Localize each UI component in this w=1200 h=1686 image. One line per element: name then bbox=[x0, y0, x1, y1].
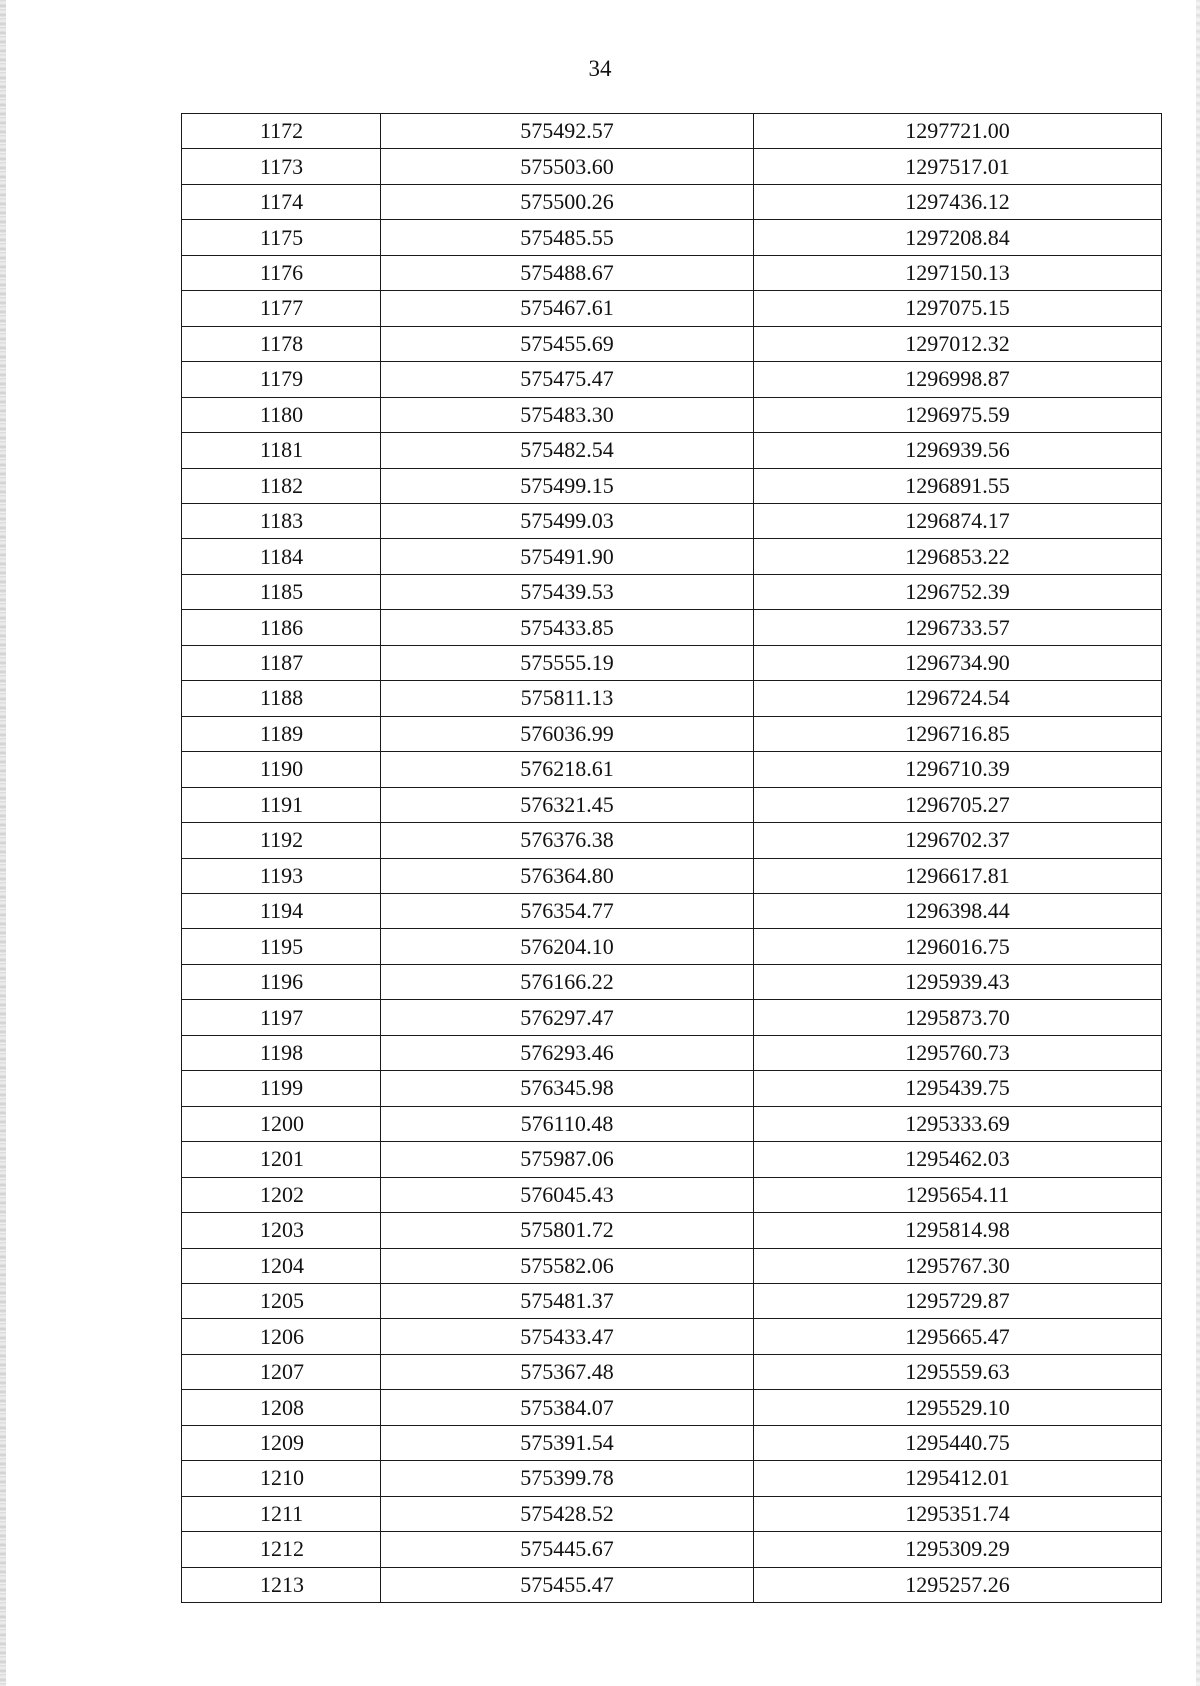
y-coordinate-cell: 1295333.69 bbox=[754, 1106, 1162, 1141]
table-row bbox=[182, 255, 1162, 290]
table-row bbox=[182, 1354, 1162, 1389]
x-coordinate-cell: 575503.60 bbox=[381, 149, 754, 184]
scan-edge-right bbox=[1196, 0, 1200, 1686]
x-coordinate-cell: 575811.13 bbox=[381, 681, 754, 716]
y-coordinate-cell: 1297208.84 bbox=[754, 220, 1162, 255]
point-number-cell: 1182 bbox=[182, 468, 381, 503]
y-coordinate-cell: 1295309.29 bbox=[754, 1532, 1162, 1567]
coordinates-table bbox=[181, 113, 1162, 1603]
point-number-cell: 1172 bbox=[182, 114, 381, 149]
x-coordinate-cell: 575499.15 bbox=[381, 468, 754, 503]
x-coordinate-cell: 575987.06 bbox=[381, 1142, 754, 1177]
point-number-cell: 1197 bbox=[182, 1000, 381, 1035]
y-coordinate-cell: 1295873.70 bbox=[754, 1000, 1162, 1035]
coordinates-table-body bbox=[182, 114, 1162, 1603]
point-number-cell: 1207 bbox=[182, 1354, 381, 1389]
table-row bbox=[182, 184, 1162, 219]
point-number-cell: 1211 bbox=[182, 1496, 381, 1531]
y-coordinate-cell: 1297075.15 bbox=[754, 291, 1162, 326]
point-number-cell: 1184 bbox=[182, 539, 381, 574]
y-coordinate-cell: 1295439.75 bbox=[754, 1071, 1162, 1106]
x-coordinate-cell: 576293.46 bbox=[381, 1035, 754, 1070]
table-row bbox=[182, 1142, 1162, 1177]
point-number-cell: 1202 bbox=[182, 1177, 381, 1212]
table-row bbox=[182, 326, 1162, 361]
point-number-cell: 1174 bbox=[182, 184, 381, 219]
point-number-cell: 1176 bbox=[182, 255, 381, 290]
y-coordinate-cell: 1296733.57 bbox=[754, 610, 1162, 645]
table-row bbox=[182, 645, 1162, 680]
point-number-cell: 1180 bbox=[182, 397, 381, 432]
table-row bbox=[182, 503, 1162, 538]
x-coordinate-cell: 576354.77 bbox=[381, 893, 754, 928]
y-coordinate-cell: 1295939.43 bbox=[754, 964, 1162, 999]
y-coordinate-cell: 1296705.27 bbox=[754, 787, 1162, 822]
table-row bbox=[182, 114, 1162, 149]
point-number-cell: 1212 bbox=[182, 1532, 381, 1567]
y-coordinate-cell: 1296734.90 bbox=[754, 645, 1162, 680]
point-number-cell: 1205 bbox=[182, 1283, 381, 1318]
point-number-cell: 1173 bbox=[182, 149, 381, 184]
y-coordinate-cell: 1296617.81 bbox=[754, 858, 1162, 893]
table-row bbox=[182, 787, 1162, 822]
point-number-cell: 1199 bbox=[182, 1071, 381, 1106]
table-row bbox=[182, 752, 1162, 787]
table-row bbox=[182, 858, 1162, 893]
x-coordinate-cell: 575485.55 bbox=[381, 220, 754, 255]
point-number-cell: 1183 bbox=[182, 503, 381, 538]
x-coordinate-cell: 576345.98 bbox=[381, 1071, 754, 1106]
x-coordinate-cell: 575467.61 bbox=[381, 291, 754, 326]
x-coordinate-cell: 575391.54 bbox=[381, 1425, 754, 1460]
table-row bbox=[182, 1213, 1162, 1248]
y-coordinate-cell: 1296752.39 bbox=[754, 574, 1162, 609]
scan-edge-left bbox=[0, 0, 6, 1686]
x-coordinate-cell: 575399.78 bbox=[381, 1461, 754, 1496]
table-row bbox=[182, 149, 1162, 184]
table-row bbox=[182, 1035, 1162, 1070]
table-row bbox=[182, 1425, 1162, 1460]
table-row bbox=[182, 1567, 1162, 1602]
y-coordinate-cell: 1296853.22 bbox=[754, 539, 1162, 574]
point-number-cell: 1175 bbox=[182, 220, 381, 255]
x-coordinate-cell: 576204.10 bbox=[381, 929, 754, 964]
x-coordinate-cell: 575500.26 bbox=[381, 184, 754, 219]
x-coordinate-cell: 575482.54 bbox=[381, 433, 754, 468]
y-coordinate-cell: 1295257.26 bbox=[754, 1567, 1162, 1602]
y-coordinate-cell: 1297721.00 bbox=[754, 114, 1162, 149]
table-row bbox=[182, 1071, 1162, 1106]
y-coordinate-cell: 1297436.12 bbox=[754, 184, 1162, 219]
y-coordinate-cell: 1295559.63 bbox=[754, 1354, 1162, 1389]
point-number-cell: 1186 bbox=[182, 610, 381, 645]
point-number-cell: 1191 bbox=[182, 787, 381, 822]
table-row bbox=[182, 929, 1162, 964]
y-coordinate-cell: 1295665.47 bbox=[754, 1319, 1162, 1354]
y-coordinate-cell: 1295440.75 bbox=[754, 1425, 1162, 1460]
y-coordinate-cell: 1296398.44 bbox=[754, 893, 1162, 928]
table-row bbox=[182, 220, 1162, 255]
point-number-cell: 1193 bbox=[182, 858, 381, 893]
table-row bbox=[182, 681, 1162, 716]
point-number-cell: 1210 bbox=[182, 1461, 381, 1496]
table-row bbox=[182, 1248, 1162, 1283]
point-number-cell: 1206 bbox=[182, 1319, 381, 1354]
x-coordinate-cell: 575433.85 bbox=[381, 610, 754, 645]
point-number-cell: 1192 bbox=[182, 823, 381, 858]
x-coordinate-cell: 576045.43 bbox=[381, 1177, 754, 1212]
y-coordinate-cell: 1295767.30 bbox=[754, 1248, 1162, 1283]
x-coordinate-cell: 575384.07 bbox=[381, 1390, 754, 1425]
table-row bbox=[182, 716, 1162, 751]
table-row bbox=[182, 1461, 1162, 1496]
y-coordinate-cell: 1297150.13 bbox=[754, 255, 1162, 290]
x-coordinate-cell: 575499.03 bbox=[381, 503, 754, 538]
y-coordinate-cell: 1296724.54 bbox=[754, 681, 1162, 716]
point-number-cell: 1181 bbox=[182, 433, 381, 468]
y-coordinate-cell: 1296710.39 bbox=[754, 752, 1162, 787]
point-number-cell: 1201 bbox=[182, 1142, 381, 1177]
y-coordinate-cell: 1295729.87 bbox=[754, 1283, 1162, 1318]
x-coordinate-cell: 575801.72 bbox=[381, 1213, 754, 1248]
point-number-cell: 1195 bbox=[182, 929, 381, 964]
point-number-cell: 1190 bbox=[182, 752, 381, 787]
y-coordinate-cell: 1296016.75 bbox=[754, 929, 1162, 964]
x-coordinate-cell: 576036.99 bbox=[381, 716, 754, 751]
table-row bbox=[182, 1283, 1162, 1318]
point-number-cell: 1185 bbox=[182, 574, 381, 609]
table-row bbox=[182, 1532, 1162, 1567]
x-coordinate-cell: 575433.47 bbox=[381, 1319, 754, 1354]
y-coordinate-cell: 1295760.73 bbox=[754, 1035, 1162, 1070]
x-coordinate-cell: 576376.38 bbox=[381, 823, 754, 858]
x-coordinate-cell: 575439.53 bbox=[381, 574, 754, 609]
point-number-cell: 1204 bbox=[182, 1248, 381, 1283]
point-number-cell: 1188 bbox=[182, 681, 381, 716]
x-coordinate-cell: 575488.67 bbox=[381, 255, 754, 290]
y-coordinate-cell: 1295462.03 bbox=[754, 1142, 1162, 1177]
table-row bbox=[182, 574, 1162, 609]
table-row bbox=[182, 468, 1162, 503]
table-row bbox=[182, 291, 1162, 326]
y-coordinate-cell: 1295412.01 bbox=[754, 1461, 1162, 1496]
y-coordinate-cell: 1296716.85 bbox=[754, 716, 1162, 751]
point-number-cell: 1189 bbox=[182, 716, 381, 751]
x-coordinate-cell: 576297.47 bbox=[381, 1000, 754, 1035]
x-coordinate-cell: 575367.48 bbox=[381, 1354, 754, 1389]
y-coordinate-cell: 1295814.98 bbox=[754, 1213, 1162, 1248]
table-row bbox=[182, 610, 1162, 645]
point-number-cell: 1196 bbox=[182, 964, 381, 999]
table-row bbox=[182, 893, 1162, 928]
x-coordinate-cell: 576321.45 bbox=[381, 787, 754, 822]
y-coordinate-cell: 1296975.59 bbox=[754, 397, 1162, 432]
point-number-cell: 1213 bbox=[182, 1567, 381, 1602]
table-row bbox=[182, 964, 1162, 999]
table-row bbox=[182, 1106, 1162, 1141]
point-number-cell: 1177 bbox=[182, 291, 381, 326]
x-coordinate-cell: 575428.52 bbox=[381, 1496, 754, 1531]
x-coordinate-cell: 575492.57 bbox=[381, 114, 754, 149]
y-coordinate-cell: 1295351.74 bbox=[754, 1496, 1162, 1531]
point-number-cell: 1209 bbox=[182, 1425, 381, 1460]
x-coordinate-cell: 576166.22 bbox=[381, 964, 754, 999]
x-coordinate-cell: 575445.67 bbox=[381, 1532, 754, 1567]
x-coordinate-cell: 575555.19 bbox=[381, 645, 754, 680]
table-row bbox=[182, 1177, 1162, 1212]
x-coordinate-cell: 575455.47 bbox=[381, 1567, 754, 1602]
y-coordinate-cell: 1296702.37 bbox=[754, 823, 1162, 858]
y-coordinate-cell: 1297012.32 bbox=[754, 326, 1162, 361]
table-row bbox=[182, 1000, 1162, 1035]
point-number-cell: 1194 bbox=[182, 893, 381, 928]
table-row bbox=[182, 433, 1162, 468]
table-row bbox=[182, 539, 1162, 574]
point-number-cell: 1200 bbox=[182, 1106, 381, 1141]
y-coordinate-cell: 1297517.01 bbox=[754, 149, 1162, 184]
point-number-cell: 1198 bbox=[182, 1035, 381, 1070]
y-coordinate-cell: 1295529.10 bbox=[754, 1390, 1162, 1425]
x-coordinate-cell: 575491.90 bbox=[381, 539, 754, 574]
page-number: 34 bbox=[588, 56, 612, 81]
x-coordinate-cell: 576218.61 bbox=[381, 752, 754, 787]
point-number-cell: 1187 bbox=[182, 645, 381, 680]
x-coordinate-cell: 576110.48 bbox=[381, 1106, 754, 1141]
point-number-cell: 1203 bbox=[182, 1213, 381, 1248]
x-coordinate-cell: 575475.47 bbox=[381, 362, 754, 397]
point-number-cell: 1179 bbox=[182, 362, 381, 397]
table-row bbox=[182, 1496, 1162, 1531]
y-coordinate-cell: 1296939.56 bbox=[754, 433, 1162, 468]
table-row bbox=[182, 823, 1162, 858]
y-coordinate-cell: 1296891.55 bbox=[754, 468, 1162, 503]
table-row bbox=[182, 1390, 1162, 1425]
y-coordinate-cell: 1295654.11 bbox=[754, 1177, 1162, 1212]
y-coordinate-cell: 1296998.87 bbox=[754, 362, 1162, 397]
point-number-cell: 1208 bbox=[182, 1390, 381, 1425]
table-row bbox=[182, 362, 1162, 397]
x-coordinate-cell: 575455.69 bbox=[381, 326, 754, 361]
table-row bbox=[182, 397, 1162, 432]
point-number-cell: 1178 bbox=[182, 326, 381, 361]
x-coordinate-cell: 575582.06 bbox=[381, 1248, 754, 1283]
x-coordinate-cell: 576364.80 bbox=[381, 858, 754, 893]
y-coordinate-cell: 1296874.17 bbox=[754, 503, 1162, 538]
table-row bbox=[182, 1319, 1162, 1354]
x-coordinate-cell: 575483.30 bbox=[381, 397, 754, 432]
x-coordinate-cell: 575481.37 bbox=[381, 1283, 754, 1318]
